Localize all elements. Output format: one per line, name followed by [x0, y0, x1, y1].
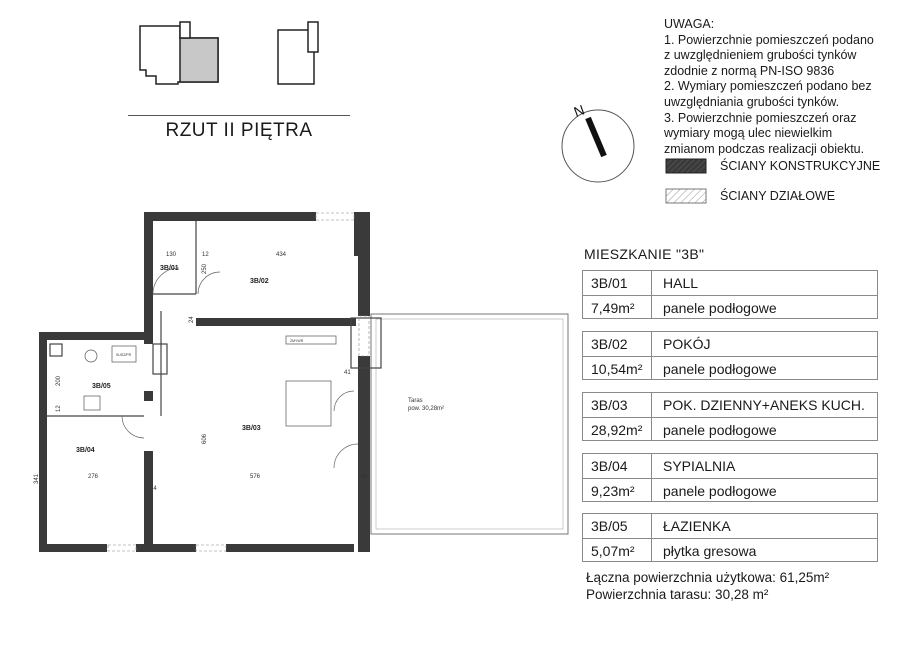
kitchen-fixtures	[84, 336, 336, 426]
notes-line: z uwzględnieniem grubości tynków	[664, 48, 857, 63]
usable-area-total: Łączna powierzchnia użytkowa: 61,25m²	[586, 570, 830, 585]
key-plan-highlight	[180, 38, 218, 82]
unit-title: MIESZKANIE "3B"	[584, 246, 705, 262]
room-card-3b03	[582, 392, 878, 441]
notes-line: uwzględniania grubości tynków.	[664, 94, 840, 109]
dim-434: 434	[276, 252, 287, 258]
dim-41: 41	[344, 370, 351, 376]
room-area: 10,54m²	[591, 361, 643, 377]
room-area: 7,49m²	[591, 300, 635, 316]
north-label: N	[571, 101, 587, 120]
notes-line: zmianom podczas realizacji obiektu.	[664, 141, 865, 156]
room-card-3b02	[582, 331, 878, 380]
room-name: ŁAZIENKA	[663, 518, 731, 534]
totals-block	[586, 569, 829, 603]
legend-structural-label: ŚCIANY KONSTRUKCYJNE	[720, 159, 881, 173]
room-name: SYPIALNIA	[663, 458, 736, 474]
north-arrow	[588, 118, 604, 156]
room-name: POK. DZIENNY+ANEKS KUCH.	[663, 397, 865, 413]
notes-line: wymiary mogą ulec niewielkim	[664, 126, 833, 141]
structural-wall-swatch	[666, 159, 706, 173]
room-card-3b04	[582, 453, 878, 502]
dim-276: 276	[88, 474, 99, 480]
terrace-area: pow. 30,28m²	[408, 406, 445, 412]
room-floor: panele podłogowe	[663, 300, 777, 316]
room-floor: panele podłogowe	[663, 483, 777, 499]
room-label-3b02: 3B/02	[250, 278, 269, 285]
room-id: 3B/01	[591, 275, 628, 291]
partition-wall-swatch	[666, 189, 706, 203]
door-swings	[122, 268, 358, 468]
notes-line: 2. Wymiary pomieszczeń podano bez	[664, 79, 872, 94]
room-card-3b01	[582, 270, 878, 319]
fridge-label: ZMYWR	[290, 339, 304, 343]
key-plan-thumbnails	[128, 12, 358, 92]
dim-14: 14	[150, 486, 157, 492]
room-floor: płytka gresowa	[663, 543, 757, 559]
legend-partition-label: ŚCIANY DZIAŁOWE	[720, 189, 836, 203]
notes-line: 3. Powierzchnie pomieszczeń oraz	[664, 110, 857, 125]
terrace	[371, 314, 568, 534]
room-name: POKÓJ	[663, 336, 711, 352]
room-area: 9,23m²	[591, 483, 635, 499]
room-id: 3B/02	[591, 336, 628, 352]
dim-24: 24	[189, 316, 195, 323]
room-name: HALL	[663, 275, 699, 291]
room-label-3b01: 3B/01	[160, 265, 179, 272]
dim-12b: 12	[56, 405, 62, 412]
dim-576: 576	[250, 474, 261, 480]
dim-44: 44	[360, 474, 367, 480]
notes-block	[664, 17, 914, 157]
dim-250: 250	[202, 263, 208, 274]
washer-label: SUSZ/PR	[116, 353, 132, 357]
plan-title: RZUT II PIĘTRA	[165, 120, 313, 141]
room-card-3b05	[582, 513, 878, 562]
room-area: 28,92m²	[591, 422, 643, 438]
room-id: 3B/03	[591, 397, 628, 413]
title-rule	[128, 115, 350, 116]
room-floor: panele podłogowe	[663, 422, 777, 438]
floor-plan	[36, 206, 576, 558]
notes-line: 1. Powierzchnie pomieszczeń podano	[664, 32, 874, 47]
notes-line: zdodnie z normą PN-ISO 9836	[664, 63, 835, 78]
room-label-3b05: 3B/05	[92, 383, 111, 390]
notes-heading: UWAGA:	[664, 17, 715, 31]
dim-606: 606	[202, 433, 208, 444]
terrace-label: Taras	[408, 398, 423, 404]
dim-12a: 12	[202, 252, 209, 258]
room-id: 3B/04	[591, 458, 628, 474]
room-label-3b04: 3B/04	[76, 447, 95, 454]
room-floor: panele podłogowe	[663, 361, 777, 377]
room-label-3b03: 3B/03	[242, 425, 261, 432]
structural-walls	[39, 212, 370, 552]
compass-rose	[560, 96, 650, 196]
room-id: 3B/05	[591, 518, 628, 534]
room-area: 5,07m²	[591, 543, 635, 559]
dim-130: 130	[166, 252, 177, 258]
dim-200: 200	[56, 375, 62, 386]
dim-341: 341	[34, 473, 40, 484]
terrace-area-total: Powierzchnia tarasu: 30,28 m²	[586, 587, 769, 602]
